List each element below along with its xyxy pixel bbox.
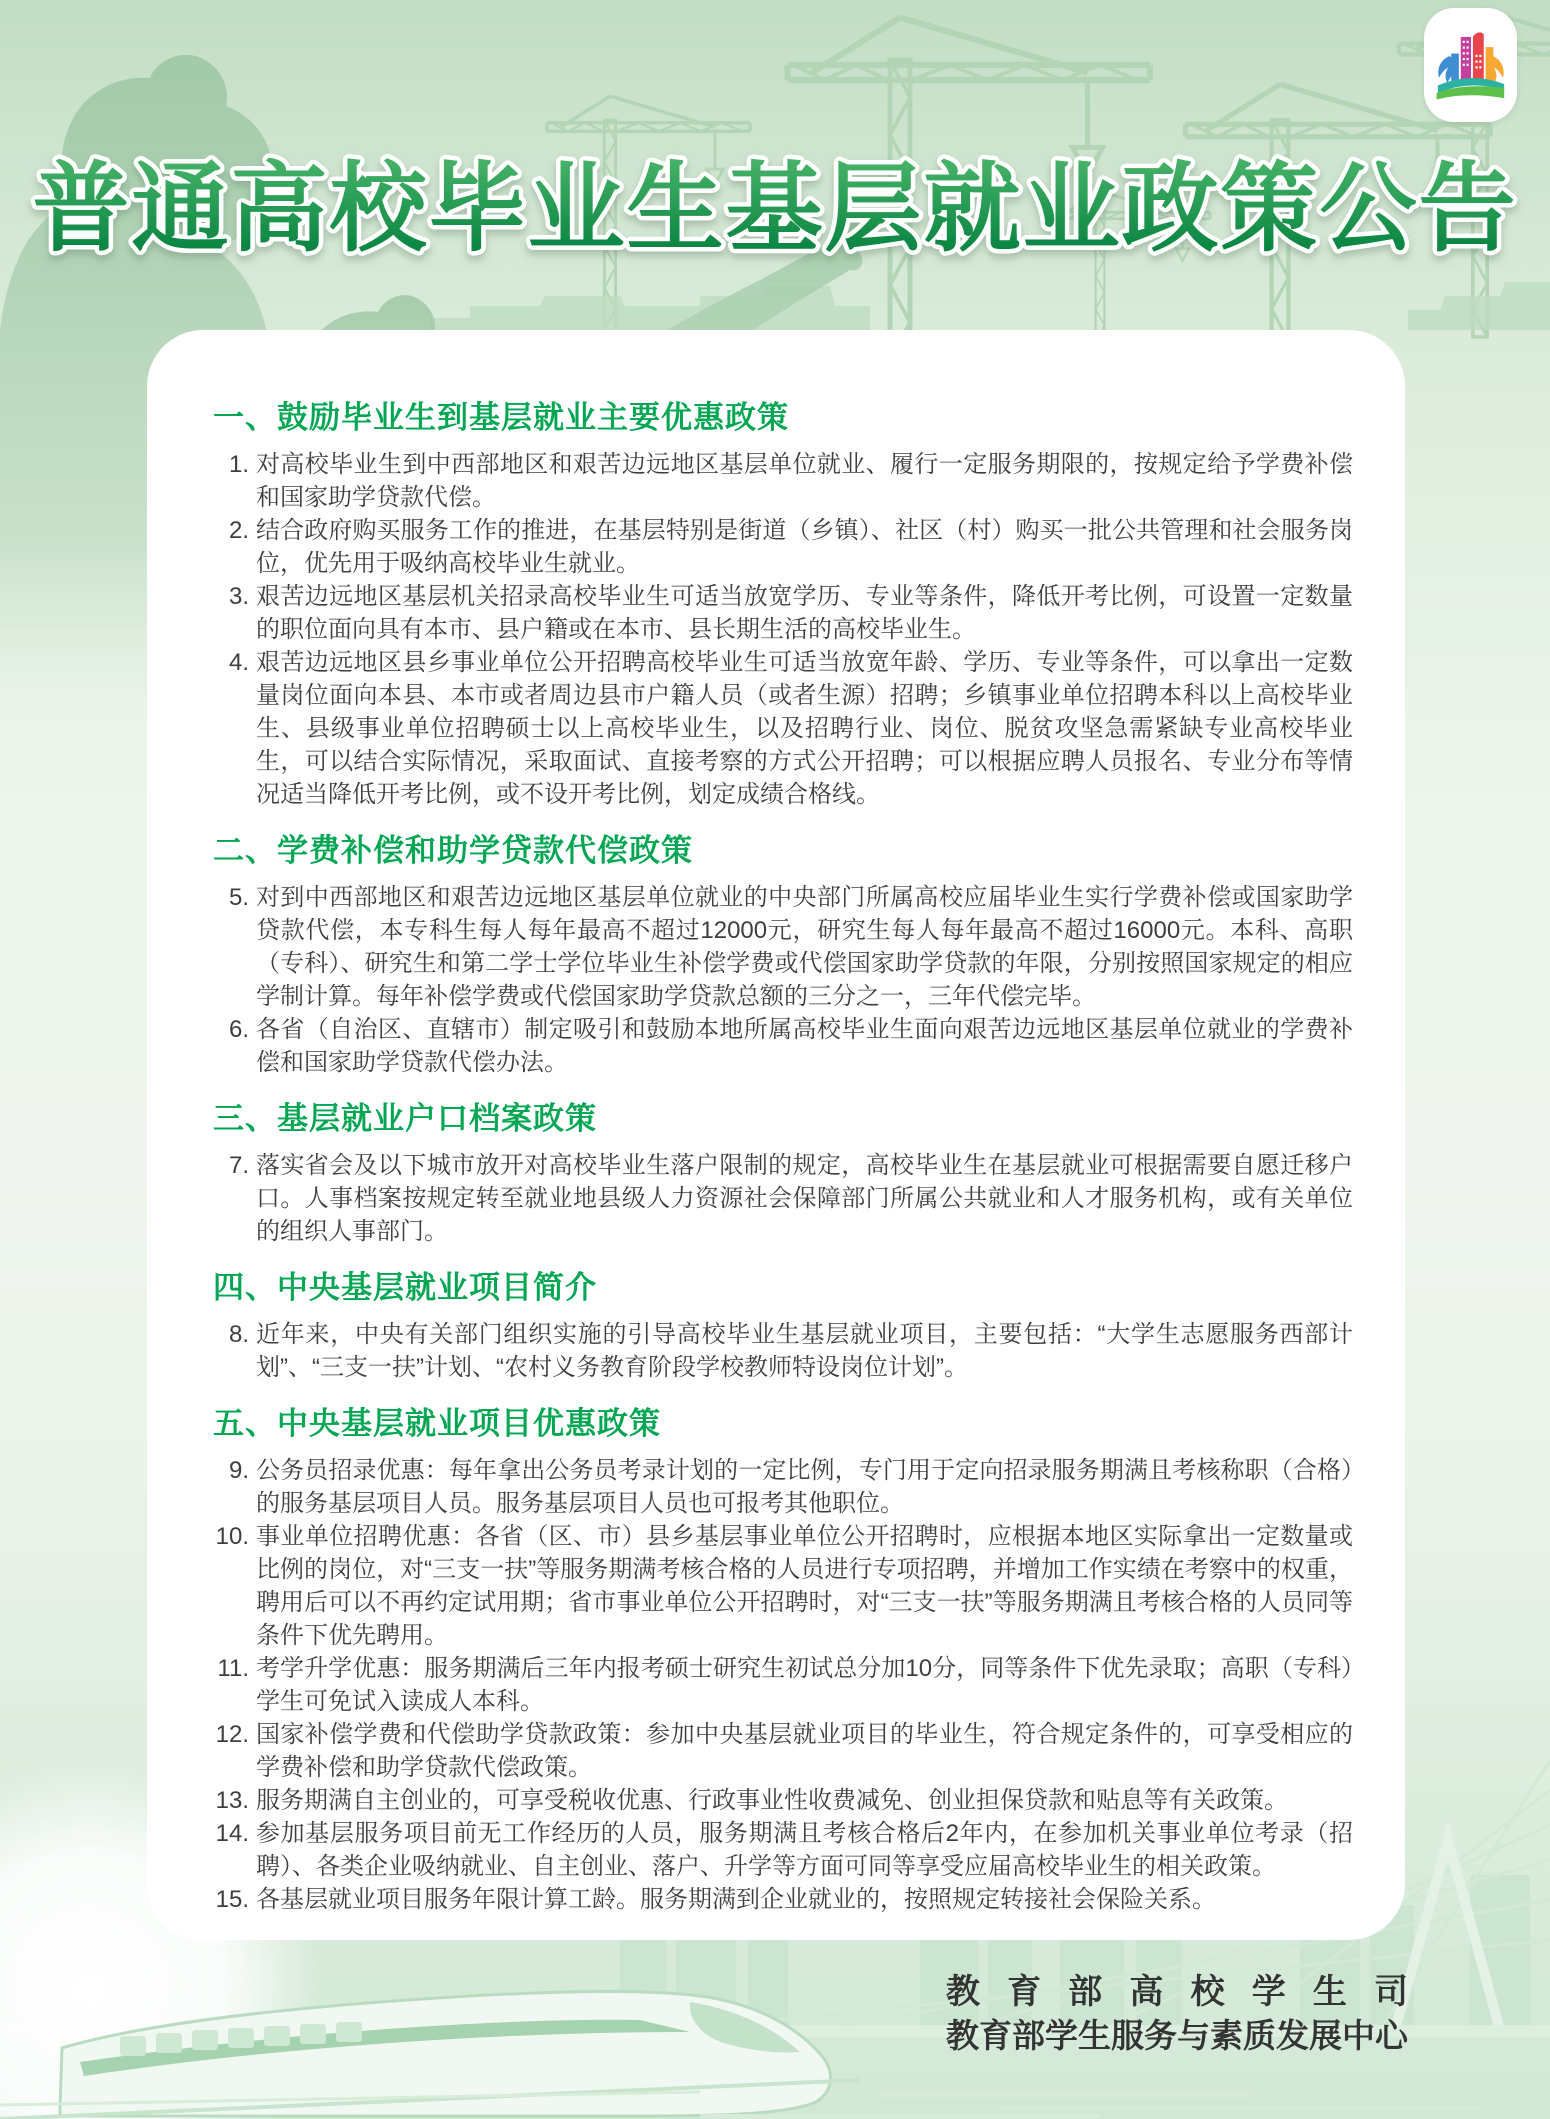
item-text: 艰苦边远地区县乡事业单位公开招聘高校毕业生可适当放宽年龄、学历、专业等条件，可以拿出一定数量岗位面向本县、本市或者周边县市户籍人员（或者生源）招聘；乡镇事业单位招聘本科以上高校毕业生、县级事业单位招聘硕士以上高校毕业生，以及招聘行业、岗位、脱贫攻坚急需紧缺专业高校毕业生，可以结合实际情况，采取面试、直接考察的方式公开招聘；可以根据应聘人员报名、专业分布等情况适当降低开考比例，或不设开考比例，划定成绩合格线。 — [256, 649, 1353, 808]
section-heading: 三、基层就业户口档案政策 — [213, 1101, 597, 1136]
item-number: 2. — [228, 517, 249, 544]
item-number: 5. — [228, 884, 249, 911]
policy-item — [213, 448, 1353, 514]
poster-title-text: 普通高校毕业生基层就业政策公告 — [32, 154, 1518, 263]
section-heading: 二、学费补偿和助学贷款代偿政策 — [213, 833, 693, 868]
issuer-footer — [946, 1972, 1408, 2056]
policy-section-1 — [213, 400, 1353, 811]
content-card — [147, 330, 1405, 1940]
item-number: 13. — [215, 1787, 249, 1814]
policy-item — [213, 1718, 1353, 1784]
policy-item — [213, 646, 1353, 811]
section-heading: 四、中央基层就业项目简介 — [213, 1270, 597, 1305]
item-number: 11. — [217, 1655, 249, 1682]
item-number: 9. — [228, 1457, 249, 1484]
item-number: 14. — [215, 1820, 249, 1847]
item-number: 3. — [228, 583, 249, 610]
item-text: 服务期满自主创业的，可享受税收优惠、行政事业性收费减免、创业担保贷款和贴息等有关政策。 — [256, 1787, 1288, 1814]
section-heading: 一、鼓励毕业生到基层就业主要优惠政策 — [213, 400, 789, 435]
item-number: 10. — [215, 1523, 249, 1550]
item-text: 近年来，中央有关部门组织实施的引导高校毕业生基层就业项目，主要包括：“大学生志愿服务西部计划”、“三支一扶”计划、“农村义务教育阶段学校教师特设岗位计划”。 — [256, 1321, 1353, 1381]
policy-section-5 — [213, 1406, 1353, 1916]
policy-section-2 — [213, 833, 1353, 1079]
item-number: 1. — [228, 451, 249, 478]
policy-item — [213, 1817, 1353, 1883]
item-number: 8. — [228, 1321, 249, 1348]
policy-item — [213, 1454, 1353, 1520]
policy-item — [213, 1883, 1353, 1916]
item-text: 各省（自治区、直辖市）制定吸引和鼓励本地所属高校毕业生面向艰苦边远地区基层单位就业的学费补偿和国家助学贷款代偿办法。 — [256, 1016, 1353, 1076]
issuer-line-2: 教育部学生服务与素质发展中心 — [946, 2017, 1408, 2054]
policy-section-3 — [213, 1101, 1353, 1248]
item-number: 6. — [228, 1016, 249, 1043]
item-text: 落实省会及以下城市放开对高校毕业生落户限制的规定，高校毕业生在基层就业可根据需要自愿迁移户口。人事档案按规定转至就业地县级人力资源社会保障部门所属公共就业和人才服务机构，或有关单位的组织人事部门。 — [256, 1152, 1353, 1245]
section-heading: 五、中央基层就业项目优惠政策 — [213, 1406, 661, 1441]
policy-item — [213, 881, 1353, 1013]
item-number: 7. — [228, 1152, 249, 1179]
item-text: 考学升学优惠：服务期满后三年内报考硕士研究生初试总分加10分，同等条件下优先录取；高职（专科）学生可免试入读成人本科。 — [256, 1655, 1353, 1715]
policy-item — [213, 1784, 1353, 1817]
policy-section-4 — [213, 1270, 1353, 1384]
item-text: 对高校毕业生到中西部地区和艰苦边远地区基层单位就业、履行一定服务期限的，按规定给予学费补偿和国家助学贷款代偿。 — [256, 451, 1353, 511]
policy-item — [213, 514, 1353, 580]
item-text: 参加基层服务项目前无工作经历的人员，服务期满且考核合格后2年内，在参加机关事业单位考录（招聘）、各类企业吸纳就业、自主创业、落户、升学等方面可同等享受应届高校毕业生的相关政策。 — [256, 1820, 1353, 1880]
item-text: 各基层就业项目服务年限计算工龄。服务期满到企业就业的，按照规定转接社会保险关系。 — [256, 1886, 1216, 1913]
policy-item — [213, 1013, 1353, 1079]
item-text: 对到中西部地区和艰苦边远地区基层单位就业的中央部门所属高校应届毕业生实行学费补偿或国家助学贷款代偿，本专科生每人每年最高不超过12000元，研究生每人每年最高不超过16000元。本科、高职（专科）、研究生和第二学士学位毕业生补偿学费或代偿国家助学贷款的年限，分别按照国家规定的相应学制计算。每年补偿学费或代偿国家助学贷款总额的三分之一，三年代偿完毕。 — [256, 884, 1353, 1010]
item-text: 国家补偿学费和代偿助学贷款政策：参加中央基层就业项目的毕业生，符合规定条件的，可享受相应的学费补偿和助学贷款代偿政策。 — [256, 1721, 1353, 1781]
item-number: 12. — [215, 1721, 249, 1748]
item-text: 公务员招录优惠：每年拿出公务员考录计划的一定比例，专门用于定向招录服务期满且考核称职（合格）的服务基层项目人员。服务基层项目人员也可报考其他职位。 — [256, 1457, 1353, 1517]
item-number: 15. — [215, 1886, 249, 1913]
policy-item — [213, 1520, 1353, 1652]
poster-title — [0, 122, 1550, 282]
item-number: 4. — [228, 649, 249, 676]
policy-item — [213, 580, 1353, 646]
policy-item — [213, 1318, 1353, 1384]
policy-item — [213, 1652, 1353, 1718]
issuer-line-1: 教育部高校学生司 — [946, 1973, 1408, 2011]
item-text: 结合政府购买服务工作的推进，在基层特别是街道（乡镇）、社区（村）购买一批公共管理和社会服务岗位，优先用于吸纳高校毕业生就业。 — [256, 517, 1353, 577]
policy-item — [213, 1149, 1353, 1248]
city-wings-logo-icon — [1434, 22, 1508, 108]
emblem-logo — [1424, 8, 1517, 122]
item-text: 艰苦边远地区基层机关招录高校毕业生可适当放宽学历、专业等条件，降低开考比例，可设置一定数量的职位面向具有本市、县户籍或在本市、县长期生活的高校毕业生。 — [256, 583, 1353, 643]
item-text: 事业单位招聘优惠：各省（区、市）县乡基层事业单位公开招聘时，应根据本地区实际拿出一定数量或比例的岗位，对“三支一扶”等服务期满考核合格的人员进行专项招聘，并增加工作实绩在考察中的权重，聘用后可以不再约定试用期；省市事业单位公开招聘时，对“三支一扶”等服务期满且考核合格的人员同等条件下优先聘用。 — [256, 1523, 1353, 1649]
